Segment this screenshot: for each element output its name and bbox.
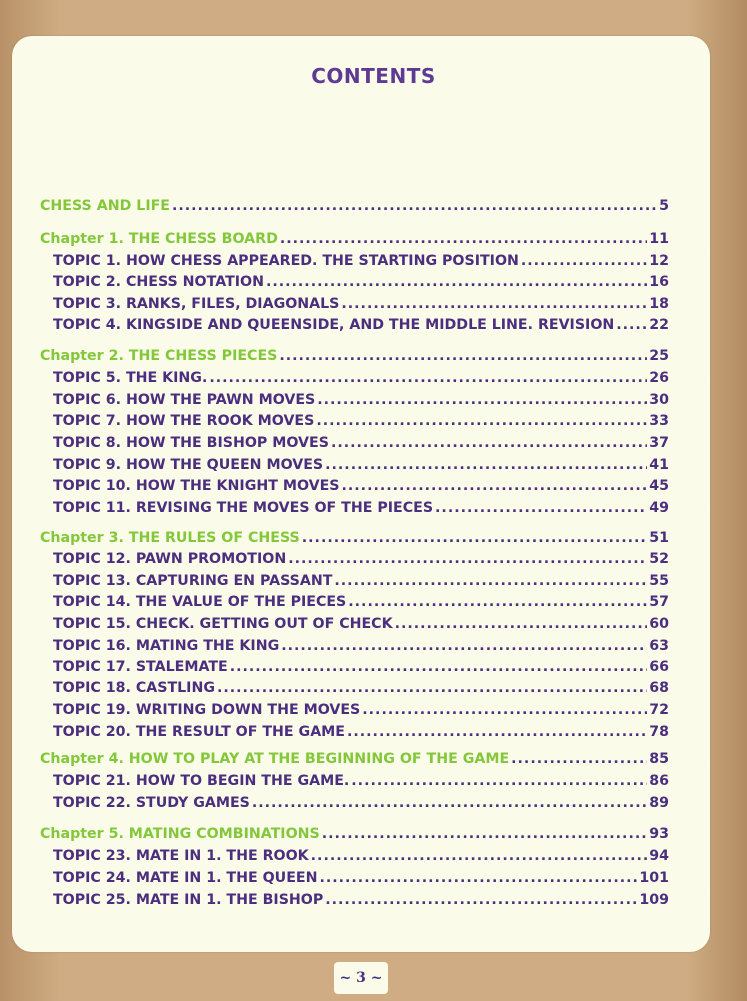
toc-topic-entry[interactable]	[53, 294, 669, 314]
dot-leader	[217, 678, 647, 698]
toc-entry-page: 12	[649, 253, 669, 269]
toc-entry-label: TOPIC 23. MATE IN 1. THE ROOK	[53, 848, 309, 864]
toc-entry-page: 33	[649, 413, 669, 429]
toc-entry-page: 60	[649, 616, 669, 632]
page-number: ~ 3 ~	[334, 962, 388, 994]
toc-topic-entry[interactable]	[53, 657, 669, 677]
toc-entry-page: 16	[649, 274, 669, 290]
toc-entry-page: 68	[649, 680, 669, 696]
toc-entry-page: 41	[649, 457, 669, 473]
toc-entry-page: 57	[649, 594, 669, 610]
toc-topic-entry[interactable]	[53, 315, 669, 335]
toc-entry-page: 5	[659, 198, 669, 214]
dot-leader	[281, 636, 647, 656]
toc-entry-label: TOPIC 6. HOW THE PAWN MOVES	[53, 392, 316, 408]
toc-entry-label: TOPIC 21. HOW TO BEGIN THE GAME.	[53, 773, 350, 789]
dot-leader	[280, 229, 647, 249]
toc-topic-entry[interactable]	[53, 251, 669, 271]
toc-entry-page: 93	[649, 826, 669, 842]
dot-leader	[325, 890, 637, 910]
toc-topic-entry[interactable]	[53, 868, 669, 888]
toc-entry-label: TOPIC 17. STALEMATE	[53, 659, 228, 675]
toc-entry-page: 22	[649, 317, 669, 333]
dot-leader	[319, 868, 637, 888]
toc-entry-page: 72	[649, 702, 669, 718]
toc-chapter-entry[interactable]	[40, 229, 669, 249]
toc-topic-entry[interactable]	[53, 614, 669, 634]
toc-entry-label: TOPIC 3. RANKS, FILES, DIAGONALS	[53, 296, 340, 312]
toc-entry-page: 26	[649, 370, 669, 386]
toc-topic-entry[interactable]	[53, 476, 669, 496]
toc-entry-label: TOPIC 16. MATING THE KING	[53, 638, 280, 654]
toc-entry-page: 109	[639, 892, 669, 908]
dot-leader	[362, 700, 647, 720]
toc-topic-entry[interactable]	[53, 571, 669, 591]
toc-entry-label: TOPIC 5. THE KING.	[53, 370, 208, 386]
dot-leader	[252, 793, 647, 813]
toc-topic-entry[interactable]	[53, 592, 669, 612]
toc-topic-entry[interactable]	[53, 433, 669, 453]
toc-entry-page: 52	[649, 551, 669, 567]
toc-entry-page: 37	[649, 435, 669, 451]
dot-leader	[348, 592, 647, 612]
toc-entry-label: TOPIC 20. THE RESULT OF THE GAME	[53, 724, 345, 740]
toc-entry-label: TOPIC 11. REVISING THE MOVES OF THE PIECES	[53, 500, 434, 516]
toc-topic-entry[interactable]	[53, 272, 669, 292]
toc-topic-entry[interactable]	[53, 455, 669, 475]
toc-topic-entry[interactable]	[53, 722, 669, 742]
toc-topic-entry[interactable]	[53, 368, 669, 388]
toc-entry-page: 89	[649, 795, 669, 811]
toc-entry-label: TOPIC 10. HOW THE KNIGHT MOVES	[53, 478, 340, 494]
toc-entry-label: CHESS AND LIFE	[40, 198, 170, 214]
toc-entry-page: 55	[649, 573, 669, 589]
toc-topic-entry[interactable]	[53, 498, 669, 518]
toc-entry-label: TOPIC 25. MATE IN 1. THE BISHOP	[53, 892, 324, 908]
toc-entry-label: TOPIC 2. CHESS NOTATION	[53, 274, 264, 290]
toc-topic-entry[interactable]	[53, 636, 669, 656]
toc-entry-label: Chapter 4. HOW TO PLAY AT THE BEGINNING OF THE GAME	[40, 751, 510, 767]
toc-chapter-entry[interactable]	[40, 346, 669, 366]
toc-entry-page: 30	[649, 392, 669, 408]
dot-leader	[317, 390, 647, 410]
toc-chapter-entry[interactable]	[40, 196, 669, 216]
dot-leader	[279, 346, 647, 366]
toc-entry-page: 94	[649, 848, 669, 864]
toc-entry-page: 63	[649, 638, 669, 654]
toc-entry-label: Chapter 3. THE RULES OF CHESS	[40, 530, 300, 546]
toc-chapter-entry[interactable]	[40, 824, 669, 844]
dot-leader	[342, 476, 648, 496]
toc-entry-page: 25	[649, 348, 669, 364]
dot-leader	[347, 722, 647, 742]
dot-leader	[521, 251, 647, 271]
toc-topic-entry[interactable]	[53, 793, 669, 813]
toc-entry-label: TOPIC 4. KINGSIDE AND QUEENSIDE, AND THE MIDDLE LINE. REVISION	[53, 317, 615, 333]
dot-leader	[435, 498, 647, 518]
toc-entry-label: TOPIC 13. CAPTURING EN PASSANT	[53, 573, 333, 589]
toc-entry-page: 66	[649, 659, 669, 675]
toc-topic-entry[interactable]	[53, 390, 669, 410]
dot-leader	[351, 771, 647, 791]
dot-leader	[511, 749, 647, 769]
toc-chapter-entry[interactable]	[40, 528, 669, 548]
dot-leader	[331, 433, 647, 453]
toc-entry-label: TOPIC 7. HOW THE ROOK MOVES	[53, 413, 315, 429]
dot-leader	[325, 455, 647, 475]
dot-leader	[334, 571, 647, 591]
toc-entry-page: 51	[649, 530, 669, 546]
toc-entry-page: 49	[649, 500, 669, 516]
toc-entry-label: Chapter 5. MATING COMBINATIONS	[40, 826, 320, 842]
toc-entry-page: 18	[649, 296, 669, 312]
dot-leader	[302, 528, 647, 548]
page-title: CONTENTS	[311, 64, 436, 88]
toc-entry-label: Chapter 2. THE CHESS PIECES	[40, 348, 278, 364]
dot-leader	[395, 614, 648, 634]
toc-entry-label: TOPIC 15. CHECK. GETTING OUT OF CHECK	[53, 616, 393, 632]
toc-entry-label: TOPIC 9. HOW THE QUEEN MOVES	[53, 457, 324, 473]
toc-entry-label: TOPIC 8. HOW THE BISHOP MOVES	[53, 435, 329, 451]
toc-topic-entry[interactable]	[53, 771, 669, 791]
dot-leader	[616, 315, 647, 335]
toc-entry-page: 11	[649, 231, 669, 247]
dot-leader	[230, 657, 648, 677]
dot-leader	[172, 196, 657, 216]
toc-entry-label: TOPIC 18. CASTLING	[53, 680, 215, 696]
toc-chapter-entry[interactable]	[40, 749, 669, 769]
toc-entry-page: 101	[639, 870, 669, 886]
dot-leader	[266, 272, 647, 292]
toc-topic-entry[interactable]	[53, 411, 669, 431]
dot-leader	[311, 846, 648, 866]
toc-entry-page: 78	[649, 724, 669, 740]
toc-topic-entry[interactable]	[53, 700, 669, 720]
dot-leader	[209, 368, 647, 388]
toc-entry-label: TOPIC 22. STUDY GAMES	[53, 795, 250, 811]
toc-entry-label: TOPIC 24. MATE IN 1. THE QUEEN	[53, 870, 318, 886]
dot-leader	[341, 294, 647, 314]
toc-entry-label: Chapter 1. THE CHESS BOARD	[40, 231, 278, 247]
toc-topic-entry[interactable]	[53, 678, 669, 698]
toc-entry-page: 86	[649, 773, 669, 789]
toc-entry-label: TOPIC 19. WRITING DOWN THE MOVES	[53, 702, 361, 718]
toc-entry-label: TOPIC 12. PAWN PROMOTION	[53, 551, 287, 567]
toc-topic-entry[interactable]	[53, 846, 669, 866]
toc-entry-page: 85	[649, 751, 669, 767]
dot-leader	[316, 411, 647, 431]
toc-topic-entry[interactable]	[53, 549, 669, 569]
toc-entry-label: TOPIC 1. HOW CHESS APPEARED. THE STARTING POSITION	[53, 253, 519, 269]
toc-entry-label: TOPIC 14. THE VALUE OF THE PIECES	[53, 594, 347, 610]
dot-leader	[322, 824, 648, 844]
toc-topic-entry[interactable]	[53, 890, 669, 910]
toc-entry-page: 45	[649, 478, 669, 494]
dot-leader	[288, 549, 647, 569]
